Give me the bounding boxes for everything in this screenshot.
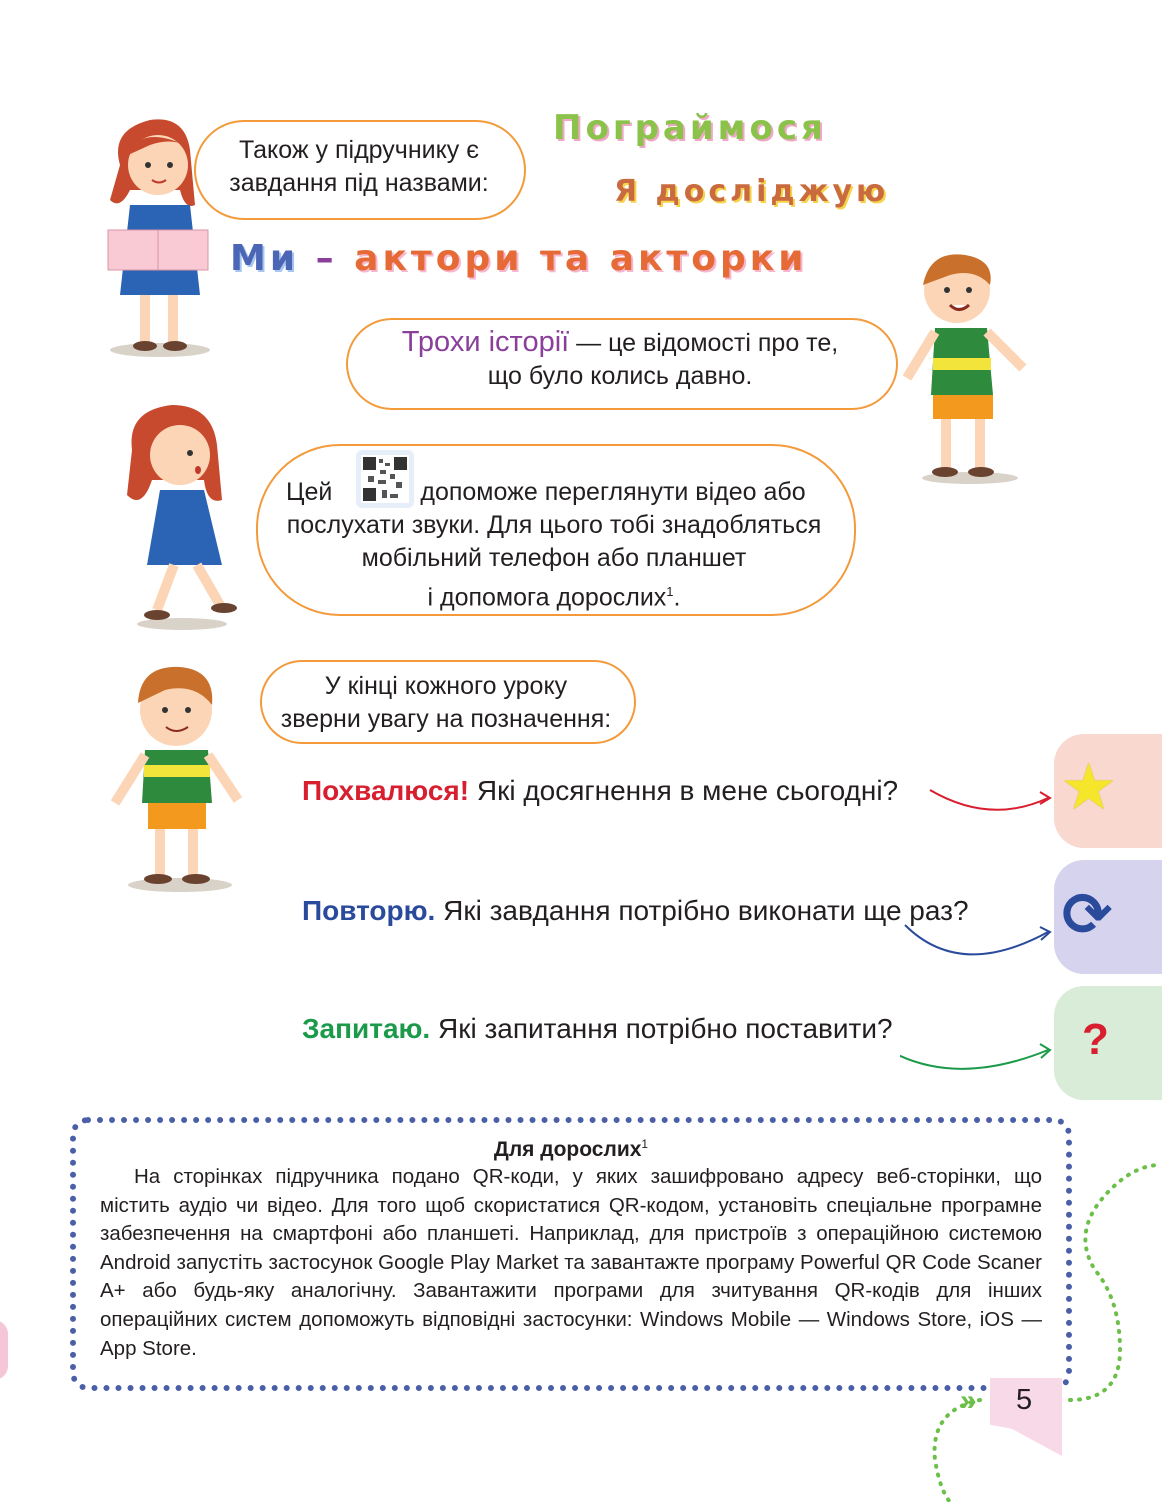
bubble3-line2: послухати звуки. Для цього тобі знадобляться — [286, 511, 822, 539]
repeat-marker — [1054, 860, 1162, 974]
bubble1-line2: завдання під назвами: — [229, 169, 489, 197]
bubble1-line1: Також у підручнику є — [238, 136, 480, 164]
note-title — [76, 1137, 1066, 1162]
praise-label: Похвалюся! — [302, 775, 470, 806]
actors-section-title — [230, 238, 807, 279]
bubble3-line1 — [256, 476, 852, 509]
praise-question: Які досягнення в мене сьогодні? — [469, 775, 899, 806]
bubble2-line1 — [346, 326, 894, 360]
actors-title-part2: актори та акторки — [354, 238, 808, 279]
boy-standing-illustration — [100, 655, 250, 895]
bubble2-line1-rest: — це відомості про те, — [569, 329, 839, 357]
page-number-chevron-icon: » — [960, 1384, 977, 1417]
ask-arrow-icon — [900, 1045, 1048, 1069]
marker-arrows — [900, 770, 1060, 1090]
bubble3-line4-end: . — [673, 583, 681, 612]
note-body: На сторінках підручника подано QR-коди, у яких зашифровано адресу веб-сторінки, що містить аудіо чи відео. Для того щоб скористатися QR-кодом, установіть спеціальне програмне забезпечення на смартфоні або планшеті. Наприклад, для пристроїв з операційною системою Android запустіть застосунок Google Play Market та завантажте програму Powerful QR Code Scaner A+ або будь-яку аналогічну. Завантажити програми для зчитування QR-кодів для інших операційних систем допоможуть відповідні застосунки: Windows Mobile — Windows Store, iOS — App Store. — [100, 1165, 1042, 1360]
left-edge-tab — [0, 1320, 8, 1380]
refresh-icon: ⟳ — [1062, 881, 1113, 948]
girl-walking-illustration — [112, 400, 247, 635]
game-section-title: Пограймося — [553, 108, 827, 148]
question-icon: ? — [1082, 1015, 1109, 1064]
ask-label: Запитаю. — [302, 1013, 431, 1044]
bubble3-text — [256, 476, 852, 614]
bubble3-line4 — [256, 575, 852, 614]
praise-marker — [1054, 734, 1162, 848]
bubble3-line4-text: і допомога дорослих — [427, 583, 667, 612]
bubble4-line1: У кінці кожного уроку — [324, 672, 568, 700]
star-icon: ★ — [1060, 751, 1118, 823]
repeat-question: Які завдання потрібно виконати ще раз? — [435, 895, 969, 926]
bubble3-line3: мобільний телефон або планшет — [361, 544, 747, 572]
page-number: 5 — [1016, 1384, 1033, 1416]
ask-line — [302, 1012, 893, 1046]
bubble1-text — [194, 134, 524, 200]
repeat-label: Повторю. — [302, 895, 436, 926]
note-title-text: Для дорослих — [493, 1138, 642, 1161]
repeat-line — [302, 894, 969, 928]
ask-question: Які запитання потрібно поставити? — [430, 1013, 893, 1044]
praise-arrow-icon — [930, 790, 1048, 810]
bubble3-word1: Цей — [286, 478, 333, 506]
boy-pointing-illustration — [895, 250, 1040, 485]
actors-title-part1: Ми — [230, 238, 300, 279]
explore-section-title: Я досліджую — [614, 174, 890, 209]
actors-title-dash: – — [315, 238, 338, 279]
bubble2-text — [346, 326, 894, 393]
bubble3-line1-rest: допоможе переглянути відео або — [420, 478, 806, 506]
repeat-arrow-icon — [905, 925, 1048, 954]
footnote-marker: 1 — [666, 584, 674, 599]
note-footnote-marker: 1 — [641, 1137, 649, 1151]
bubble4-text — [260, 670, 632, 736]
bubble4-line2: зверни увагу на позначення: — [280, 705, 612, 733]
bubble2-line2: що було колись давно. — [487, 362, 753, 390]
praise-line — [302, 774, 898, 808]
ask-marker — [1054, 986, 1162, 1100]
history-label: Трохи історії — [401, 326, 570, 358]
dotted-swirl-decoration — [920, 1150, 1162, 1502]
